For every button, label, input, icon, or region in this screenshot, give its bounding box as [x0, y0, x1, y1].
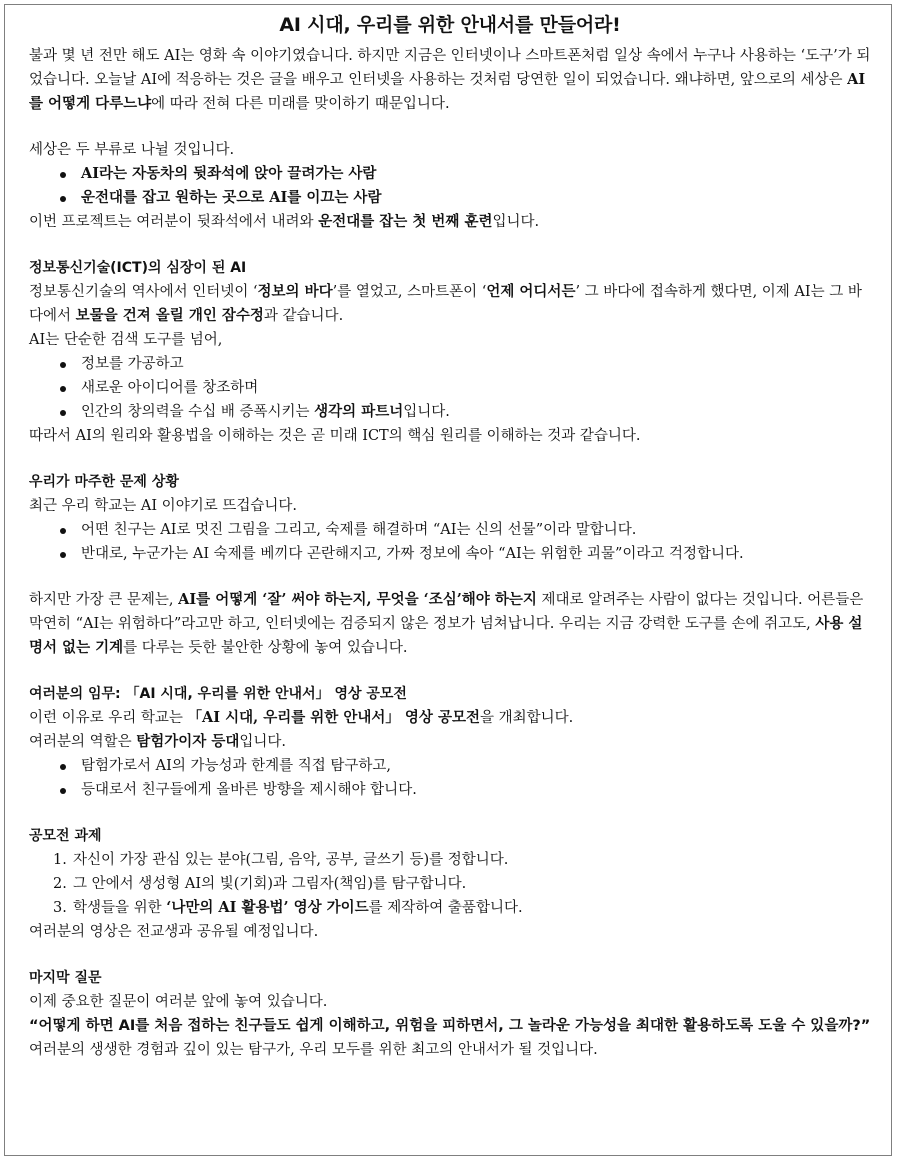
- task-item: [29, 872, 871, 896]
- ict-paragraph-1: [29, 280, 871, 328]
- final-paragraph-1: 이제 중요한 질문이 여러분 앞에 놓여 있습니다.: [29, 994, 328, 1010]
- spacer: [29, 448, 871, 470]
- problem-paragraph-1: 최근 우리 학교는 AI 이야기로 뜨겁습니다.: [29, 498, 297, 514]
- intro-emphasis: AI를 어떻게 다루느냐: [29, 71, 866, 112]
- intro-text: 불과 몇 년 전만 해도 AI는 영화 속 이야기였습니다. 하지만 지금은 인터넷이나 스마트폰처럼 일상 속에서 누구나 사용하는 ‘도구’가 되었습니다. 오늘날 AI에 적응하는 것은 글을 배우고 인터넷을 사용하는 것처럼 당연한 일이 되었습니다. 왜냐하면, 앞으로의 세상은: [29, 48, 871, 88]
- intro-text-end: 에 따라 전혀 다른 미래를 맞이하기 때문입니다.: [151, 96, 450, 112]
- task-numbered-list: [29, 848, 871, 920]
- ict-bullet: 정보를 가공하고: [29, 352, 871, 376]
- problem-bullet: 어떤 친구는 AI로 멋진 그림을 그리고, 숙제를 해결하며 “AI는 신의 선물”이라 말합니다.: [29, 518, 871, 542]
- mission-bullet: 등대로서 친구들에게 올바른 방향을 제시해야 합니다.: [29, 778, 871, 802]
- intro-bullet: 운전대를 잡고 원하는 곳으로 AI를 이끄는 사람: [29, 186, 871, 210]
- document-title: AI 시대, 우리를 위한 안내서를 만들어라!: [279, 14, 621, 36]
- mission-heading: 여러분의 임무: 「AI 시대, 우리를 위한 안내서」 영상 공모전: [29, 686, 407, 702]
- intro-p3-emphasis: 운전대를 잡는 첫 번째 훈련: [318, 213, 493, 230]
- ict-text: 과 같습니다.: [263, 308, 344, 324]
- task-text: 학생들을 위한: [73, 900, 167, 916]
- problem-emphasis: AI를 어떻게 ‘잘’ 써야 하는지, 무엇을 ‘조심’해야 하는지: [178, 591, 537, 608]
- ict-bullet: 새로운 아이디어를 창조하며: [29, 376, 871, 400]
- document-page: [4, 4, 892, 1156]
- problem-heading: 우리가 마주한 문제 상황: [29, 474, 179, 490]
- intro-p3-end: 입니다.: [492, 214, 540, 230]
- task-number: 3.: [53, 900, 67, 916]
- intro-bullet-list: [29, 162, 871, 210]
- task-text: 자신이 가장 관심 있는 분야(그림, 음악, 공부, 글쓰기 등)를 정합니다.: [73, 852, 509, 868]
- mission-text: 이런 이유로 우리 학교는: [29, 710, 188, 726]
- problem-emphasis: 사용 설명서 없는 기계: [29, 615, 863, 656]
- ict-heading: 정보통신기술(ICT)의 심장이 된 AI: [29, 260, 247, 276]
- problem-bullet: 반대로, 누군가는 AI 숙제를 베끼다 곤란해지고, 가짜 정보에 속아 “AI는 위험한 괴물”이라고 걱정합니다.: [29, 542, 871, 566]
- problem-paragraph-2: [29, 588, 871, 660]
- ict-bullet-emphasis: 생각의 파트너: [314, 403, 404, 420]
- spacer: [29, 116, 871, 138]
- task-text-end: 를 제작하여 출품합니다.: [368, 900, 523, 916]
- task-text: 그 안에서 생성형 AI의 빛(기회)과 그림자(책임)를 탐구합니다.: [73, 876, 467, 892]
- intro-bullet: AI라는 자동차의 뒷좌석에 앉아 끌려가는 사람: [29, 162, 871, 186]
- ict-bullet: [29, 400, 871, 424]
- ict-emphasis: 보물을 건져 올릴 개인 잠수정: [75, 307, 264, 324]
- spacer: [29, 802, 871, 824]
- task-emphasis: ‘나만의 AI 활용법’ 영상 가이드: [166, 899, 369, 916]
- mission-text-end: 입니다.: [239, 734, 287, 750]
- spacer: [29, 660, 871, 682]
- spacer: [29, 234, 871, 256]
- mission-text-end: 을 개최합니다.: [480, 710, 574, 726]
- final-paragraph-2: 여러분의 생생한 경험과 깊이 있는 탐구가, 우리 모두를 위한 최고의 안내서가 될 것입니다.: [29, 1042, 598, 1058]
- ict-emphasis: 정보의 바다: [257, 283, 333, 300]
- spacer: [29, 944, 871, 966]
- task-number: 2.: [53, 876, 67, 892]
- ict-text: ’를 열었고, 스마트폰이 ‘: [332, 284, 487, 300]
- ict-text: 정보통신기술의 역사에서 인터넷이 ‘: [29, 284, 258, 300]
- problem-bullet-list: [29, 518, 871, 566]
- ict-bullet-text: 인간의 창의력을 수십 배 증폭시키는: [81, 404, 315, 420]
- spacer: [29, 566, 871, 588]
- mission-emphasis: 「AI 시대, 우리를 위한 안내서」 영상 공모전: [187, 709, 480, 726]
- task-item: [29, 848, 871, 872]
- mission-bullet: 탐험가로서 AI의 가능성과 한계를 직접 탐구하고,: [29, 754, 871, 778]
- intro-p3-text: 이번 프로젝트는 여러분이 뒷좌석에서 내려와: [29, 214, 319, 230]
- final-heading: 마지막 질문: [29, 970, 102, 986]
- ict-bullet-end: 입니다.: [403, 404, 450, 420]
- task-item: [29, 896, 871, 920]
- ict-paragraph-2: AI는 단순한 검색 도구를 넘어,: [29, 332, 223, 348]
- problem-text: 제대로 알려주는 사람이 없다는 것입니다. 어른들은 막연히 “AI는 위험하다”라고만 하고, 인터넷에는 검증되지 않은 정보가 넘쳐납니다. 우리는 지금 강력한 도구를 손에 쥐고도,: [29, 592, 864, 632]
- problem-text-end: 를 다루는 듯한 불안한 상황에 놓여 있습니다.: [123, 640, 408, 656]
- task-heading: 공모전 과제: [29, 828, 102, 844]
- intro-paragraph-3: [29, 210, 871, 234]
- mission-paragraph-1: [29, 706, 871, 730]
- mission-text: 여러분의 역할은: [29, 734, 137, 750]
- intro-paragraph-2: 세상은 두 부류로 나뉠 것입니다.: [29, 142, 235, 158]
- ict-emphasis: 언제 어디서든: [486, 283, 576, 300]
- ict-bullet-list: [29, 352, 871, 424]
- mission-bullet-list: [29, 754, 871, 802]
- intro-paragraph-1: [29, 44, 871, 116]
- problem-text: 하지만 가장 큰 문제는,: [29, 592, 179, 608]
- mission-paragraph-2: [29, 730, 871, 754]
- ict-paragraph-3: 따라서 AI의 원리와 활용법을 이해하는 것은 곧 미래 ICT의 핵심 원리를 이해하는 것과 같습니다.: [29, 428, 641, 444]
- ict-text: ’ 그 바다에 접속하게 했다면, 이제 AI는 그 바다에서: [29, 284, 862, 324]
- mission-emphasis: 탐험가이자 등대: [136, 733, 240, 750]
- task-paragraph: 여러분의 영상은 전교생과 공유될 예정입니다.: [29, 924, 319, 940]
- final-question-quote: “어떻게 하면 AI를 처음 접하는 친구들도 쉽게 이해하고, 위험을 피하면서, 그 놀라운 가능성을 최대한 활용하도록 도울 수 있을까?”: [29, 1018, 871, 1034]
- task-number: 1.: [53, 852, 67, 868]
